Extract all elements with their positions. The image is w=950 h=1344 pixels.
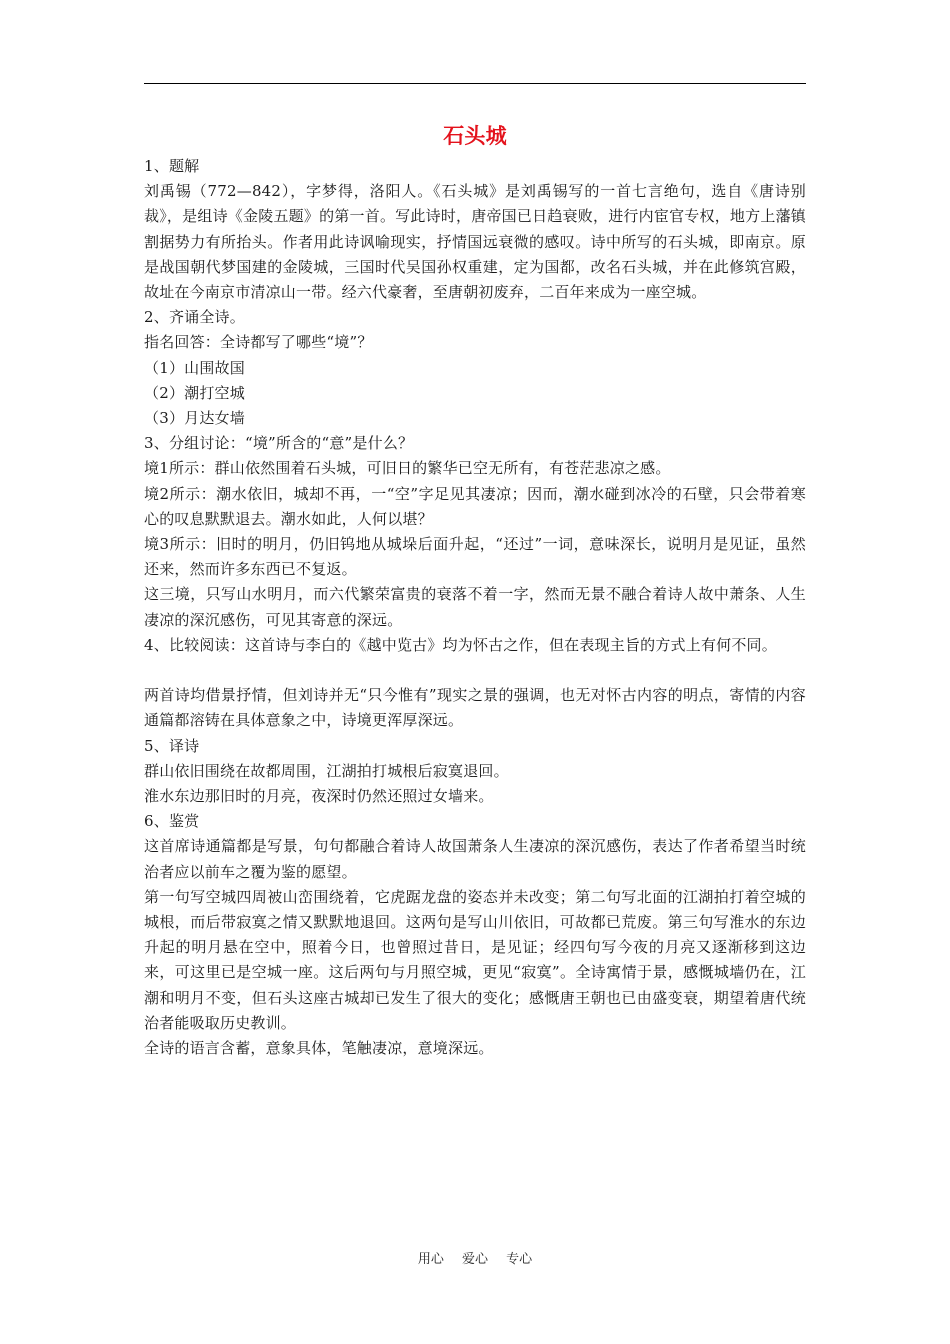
body-paragraph: 5、译诗 xyxy=(144,736,200,755)
body-paragraph: 2、齐诵全诗。 xyxy=(144,308,245,327)
body-paragraph: 群山依旧围绕在故都周围，江湖拍打城根后寂寞退回。 xyxy=(144,761,509,780)
body-paragraph: （3）月达女墙 xyxy=(144,409,245,428)
page-content xyxy=(144,118,806,1061)
body-paragraph: 境2所示：潮水依旧，城却不再，一“空”字足见其凄凉；因而，潮水碰到冰冷的石壁，只会带着寒心的叹息默默退去。潮水如此，人何以堪？ xyxy=(144,484,806,528)
body-paragraph: 境3所示：旧时的明月，仍旧钨地从城垛后面升起，“还过”一词，意味深长，说明月是见证，虽然还来，然而许多东西已不复返。 xyxy=(144,535,806,579)
body-paragraph: 刘禹锡（772—842），字梦得，洛阳人。《石头城》是刘禹锡写的一首七言绝句，选自《唐诗别裁》，是组诗《金陵五题》的第一首。写此诗时，唐帝国已日趋衰败，进行内宦官专权，地方上藩镇割据势力有所抬头。作者用此诗讽喻现实，抒情国远衰微的感叹。诗中所写的石头城，即南京。原是战国朝代梦国建的金陵城，三国时代吴国孙权重建，定为国都，改名石头城，并在此修筑宫殿，故址在今南京市清凉山一带。经六代豪奢，至唐朝初废弃，二百年来成为一座空城。 xyxy=(144,182,806,302)
body-paragraph: 两首诗均借景抒情，但刘诗并无“只今惟有”现实之景的强调，也无对怀古内容的明点，寄情的内容通篇都溶铸在具体意象之中，诗境更浑厚深远。 xyxy=(144,686,806,730)
body-paragraph: 这首席诗通篇都是写景，句句都融合着诗人故国萧条人生凄凉的深沉感伤，表达了作者希望当时统治者应以前车之覆为鉴的愿望。 xyxy=(144,837,806,881)
body-paragraph: 1、题解 xyxy=(144,157,200,175)
body-paragraph: 6、鉴赏 xyxy=(144,812,200,831)
blank-line xyxy=(144,658,806,683)
body-paragraph: 3、分组讨论：“境”所含的“意”是什么？ xyxy=(144,434,414,453)
body-paragraph: 境1所示：群山依然围着石头城，可旧日的繁华已空无所有，有苍茫悲凉之感。 xyxy=(144,459,671,478)
body-paragraph: 这三境，只写山水明月，而六代繁荣富贵的衰落不着一字，然而无景不融合着诗人故中萧条、人生凄凉的深沉感伤，可见其寄意的深远。 xyxy=(144,585,806,629)
page-footer: 用心 爱心 专心 xyxy=(417,1252,533,1267)
body-paragraph: 4、比较阅读：这首诗与李白的《越中览古》均为怀古之作，但在表现主旨的方式上有何不同。 xyxy=(144,635,777,654)
body-paragraph: 全诗的语言含蓄，意象具体，笔触凄凉，意境深远。 xyxy=(144,1039,494,1058)
document-body xyxy=(144,154,806,1061)
body-paragraph: 淮水东边那旧时的月亮，夜深时仍然还照过女墙来。 xyxy=(144,787,494,806)
body-paragraph: 指名回答：全诗都写了哪些“境”？ xyxy=(144,333,373,352)
body-paragraph: 第一句写空城四周被山峦围绕着，它虎踞龙盘的姿态并未改变；第二句写北面的江湖拍打着空城的城根，而后带寂寞之情又默默地退回。这两句是写山川依旧，可故都已荒废。第三句写淮水的东边升起的明月悬在空中，照着今日，也曾照过昔日，是见证；经四句写今夜的月亮又逐渐移到这边来，可这里已是空城一座。这后两句与月照空城，更见“寂寞”。全诗寓情于景，感慨城墙仍在，江潮和明月不变，但石头这座古城却已发生了很大的变化；感慨唐王朝也已由盛变衰，期望着唐代统治者能吸取历史教训。 xyxy=(144,887,806,1032)
body-paragraph: （2）潮打空城 xyxy=(144,383,245,402)
document-title: 石头城 xyxy=(443,123,507,148)
header-rule xyxy=(144,83,806,84)
body-paragraph: （1）山围故国 xyxy=(144,358,245,377)
